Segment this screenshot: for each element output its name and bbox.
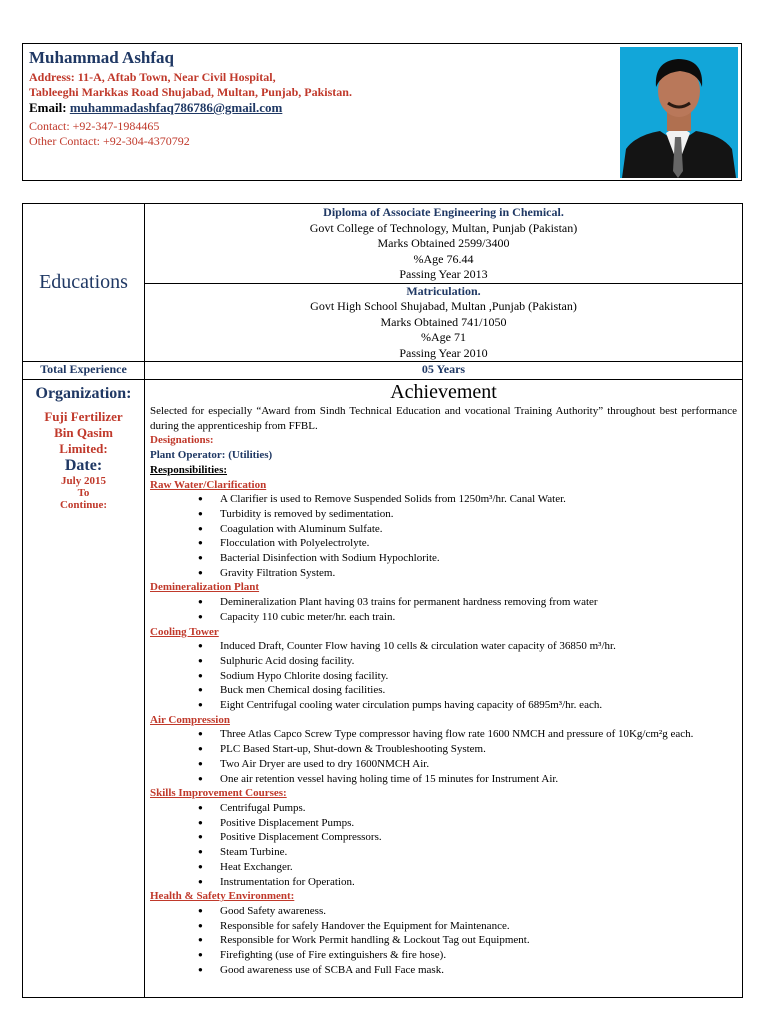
- organization-name-line-3: Limited:: [59, 441, 108, 456]
- list-item: ● Demineralization Plant having 03 trains for permanent hardness removing from water: [220, 595, 737, 610]
- total-experience-label: Total Experience: [23, 362, 145, 380]
- education-label: Educations: [23, 204, 145, 362]
- list-item: ● Heat Exchanger.: [220, 860, 737, 875]
- list-item: ● Centrifugal Pumps.: [220, 801, 737, 816]
- total-experience-value: 05 Years: [145, 362, 743, 380]
- candidate-name: Muhammad Ashfaq: [29, 48, 175, 67]
- list-item: ● Three Atlas Capco Screw Type compressor having flow rate 1600 NMCH and pressure of 10Kg/cm²g each.: [220, 727, 737, 742]
- education-entry: [145, 284, 742, 362]
- email-line: [29, 100, 282, 116]
- demineralization-list: [150, 595, 737, 624]
- hse-list: [150, 904, 737, 978]
- section-title-skills: Skills Improvement Courses:: [150, 787, 287, 800]
- section-title-cooling-tower: Cooling Tower: [150, 625, 219, 638]
- designations-label: Designations:: [150, 434, 214, 447]
- list-item: ● Instrumentation for Operation.: [220, 875, 737, 890]
- raw-water-list: [150, 492, 737, 580]
- organization-heading: Organization:: [35, 385, 132, 402]
- section-title-hse: Health & Safety Environment:: [150, 890, 295, 903]
- address-line-2: Tableeghi Markkas Road Shujabad, Multan, Punjab, Pakistan.: [29, 85, 352, 99]
- list-item: ● Firefighting (use of Fire extinguishers & fire hose).: [220, 948, 737, 963]
- date-heading: Date:: [64, 457, 103, 474]
- list-item: ● Bacterial Disinfection with Sodium Hypochlorite.: [220, 551, 737, 566]
- date-to: To: [77, 487, 90, 499]
- list-item: ● Eight Centrifugal cooling water circulation pumps having capacity of 6895m³/hr. each.: [220, 698, 737, 713]
- education-institute: Govt College of Technology, Multan, Punjab (Pakistan): [309, 220, 578, 235]
- list-item: ● Buck men Chemical dosing facilities.: [220, 683, 737, 698]
- list-item: ● Coagulation with Aluminum Sulfate.: [220, 522, 737, 537]
- section-title-air-compression: Air Compression: [150, 713, 230, 726]
- date-from: July 2015: [61, 475, 106, 487]
- list-item: ● Capacity 110 cubic meter/hr. each train.: [220, 610, 737, 625]
- list-item: ● Two Air Dryer are used to dry 1600NMCH Air.: [220, 757, 737, 772]
- education-institute: Govt High School Shujabad, Multan ,Punjab (Pakistan): [310, 299, 577, 313]
- achievement-intro: Selected for especially “Award from Sindh Technical Education and vocational Training Authority” throughout best performance during the apprenticeship from FFBL.: [150, 405, 737, 432]
- responsibilities-label: Responsibilities:: [150, 463, 228, 476]
- organization-name-line-2: Bin Qasim: [54, 425, 113, 440]
- achievement-title: Achievement: [390, 381, 497, 403]
- skills-list: [150, 801, 737, 889]
- education-entry: [145, 204, 742, 284]
- list-item: ● Turbidity is removed by sedimentation.: [220, 507, 737, 522]
- organization-cell: [23, 380, 145, 998]
- list-item: ● Good awareness use of SCBA and Full Face mask.: [220, 963, 737, 978]
- other-contact: Other Contact: +92-304-4370792: [29, 134, 190, 148]
- section-title-raw-water: Raw Water/Clarification: [150, 478, 267, 491]
- section-title-demineralization: Demineralization Plant: [150, 581, 260, 594]
- education-title: Matriculation.: [406, 283, 481, 298]
- resume-table: [22, 203, 743, 998]
- list-item: ● A Clarifier is used to Remove Suspended Solids from 1250m³/hr. Canal Water.: [220, 492, 737, 507]
- list-item: ● Positive Displacement Pumps.: [220, 816, 737, 831]
- list-item: ● Responsible for safely Handover the Equipment for Maintenance.: [220, 919, 737, 934]
- contact: Contact: +92-347-1984465: [29, 119, 160, 133]
- education-percentage: %Age 76.44: [413, 251, 474, 266]
- header-box: [22, 43, 742, 181]
- education-percentage: %Age 71: [421, 330, 466, 344]
- address-line-1: Address: 11-A, Aftab Town, Near Civil Hospital,: [29, 70, 276, 84]
- date-end: Continue:: [59, 499, 108, 511]
- list-item: ● Flocculation with Polyelectrolyte.: [220, 536, 737, 551]
- email-link[interactable]: muhammadashfaq786786@gmail.com: [69, 100, 283, 115]
- list-item: ● Sodium Hypo Chlorite dosing facility.: [220, 669, 737, 684]
- education-title: Diploma of Associate Engineering in Chemical.: [323, 205, 564, 219]
- organization-name-line-1: Fuji Fertilizer: [44, 409, 123, 424]
- cooling-tower-list: [150, 639, 737, 713]
- education-marks: Marks Obtained 2599/3400: [377, 236, 510, 250]
- list-item: ● PLC Based Start-up, Shut-down & Troubleshooting System.: [220, 742, 737, 757]
- education-marks: Marks Obtained 741/1050: [380, 314, 507, 329]
- list-item: ● Responsible for Work Permit handling & Lockout Tag out Equipment.: [220, 933, 737, 948]
- list-item: ● Sulphuric Acid dosing facility.: [220, 654, 737, 669]
- list-item: ● Steam Turbine.: [220, 845, 737, 860]
- person-portrait-icon: [620, 47, 738, 178]
- list-item: ● One air retention vessel having holing time of 15 minutes for Instrument Air.: [220, 772, 737, 787]
- list-item: ● Induced Draft, Counter Flow having 10 cells & circulation water capacity of 36850 m³/hr.: [220, 639, 737, 654]
- list-item: ● Gravity Filtration System.: [220, 566, 737, 581]
- designation: Plant Operator: (Utilities): [150, 449, 273, 462]
- achievement-body: [145, 404, 742, 977]
- email-label: Email:: [29, 100, 67, 115]
- list-item: ● Good Safety awareness.: [220, 904, 737, 919]
- education-year: Passing Year 2013: [399, 267, 488, 281]
- profile-photo: [620, 47, 738, 178]
- list-item: ● Positive Displacement Compressors.: [220, 830, 737, 845]
- achievement-cell: [145, 380, 743, 998]
- air-compression-list: [150, 727, 737, 786]
- education-year: Passing Year 2010: [399, 345, 488, 360]
- education-cell: [145, 204, 743, 362]
